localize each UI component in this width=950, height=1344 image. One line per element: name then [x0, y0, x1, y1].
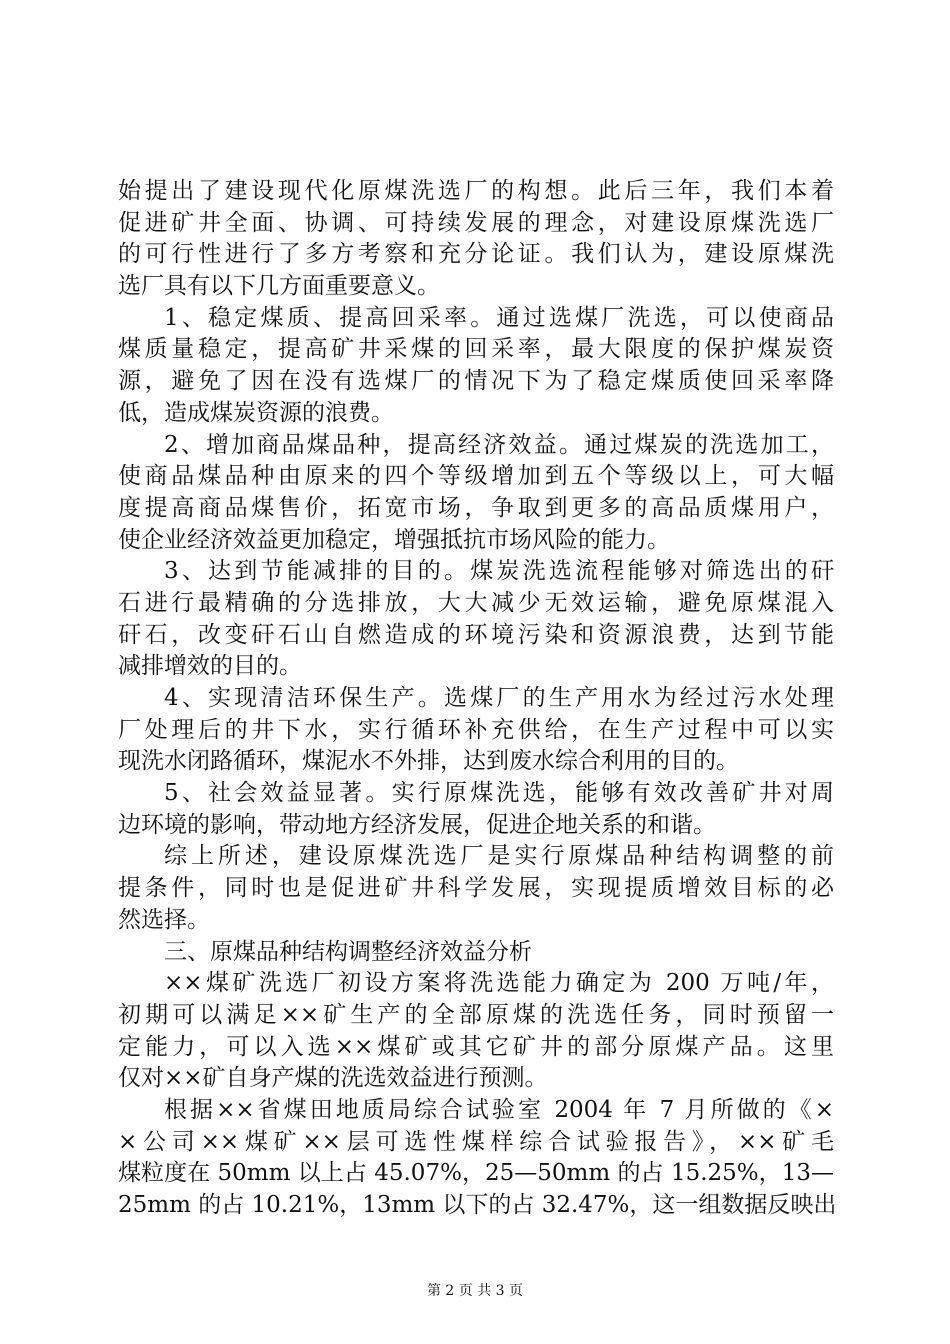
text-line: 度提高商品煤售价，拓宽市场，争取到更多的高品质煤用户， — [118, 494, 834, 521]
body-text — [118, 176, 837, 1222]
text-line: 然选择。 — [118, 906, 210, 933]
text-line: 1、稳定煤质、提高回采率。通过选煤厂洗选，可以使商品 — [164, 304, 834, 331]
text-line: 初期可以满足××矿生产的全部原煤的洗选任务，同时预留一 — [118, 1001, 834, 1028]
text-line: 促进矿井全面、协调、可持续发展的理念，对建设原煤洗选厂 — [118, 209, 834, 236]
text-line: 提条件，同时也是促进矿井科学发展，实现提质增效目标的必 — [118, 875, 834, 902]
text-line: 4、实现清洁环保生产。选煤厂的生产用水为经过污水处理 — [164, 685, 834, 711]
text-line: 2、增加商品煤品种，提高经济效益。通过煤炭的洗选加工， — [164, 431, 834, 458]
text-line: 现洗水闭路循环，煤泥水不外排，达到废水综合利用的目的。 — [118, 748, 739, 775]
text-line: 矸石，改变矸石山自燃造成的环境污染和资源浪费，达到节能 — [118, 621, 834, 648]
text-line: 选厂具有以下几方面重要意义。 — [118, 273, 440, 300]
page-footer: 第 2 页 共 3 页 — [426, 1283, 524, 1299]
text-line: 厂处理后的井下水，实行循环补充供给，在生产过程中可以实 — [118, 716, 834, 743]
text-line: 使商品煤品种由原来的四个等级增加到五个等级以上，可大幅 — [118, 463, 834, 490]
text-line: 25mm 的占 10.21%，13mm 以下的占 32.47%，这一组数据反映出 — [118, 1192, 837, 1218]
text-line: 的可行性进行了多方考察和充分论证。我们认为，建设原煤洗 — [118, 241, 834, 268]
text-line: 5、社会效益显著。实行原煤洗选，能够有效改善矿井对周 — [164, 780, 834, 807]
text-line: 综上所述，建设原煤洗选厂是实行原煤品种结构调整的前 — [164, 843, 834, 870]
text-line: 低，造成煤炭资源的浪费。 — [118, 399, 394, 426]
text-line: 减排增效的目的。 — [118, 653, 302, 680]
text-line: 煤粒度在 50mm 以上占 45.07%，25—50mm 的占 15.25%，13— — [118, 1160, 834, 1187]
text-line: 定能力，可以入选××煤矿或其它矿井的部分原煤产品。这里 — [118, 1033, 834, 1060]
text-line: 根据××省煤田地质局综合试验室 2004 年 7 月所做的《× — [164, 1096, 834, 1123]
text-line: ××煤矿洗选厂初设方案将洗选能力确定为 200 万吨/年， — [164, 970, 834, 997]
text-line: 三、原煤品种结构调整经济效益分析 — [164, 938, 532, 965]
text-line: 3、达到节能减排的目的。煤炭洗选流程能够对筛选出的矸 — [164, 558, 834, 585]
text-line: 源，避免了因在没有选煤厂的情况下为了稳定煤质使回采率降 — [118, 368, 834, 395]
text-line: 石进行最精确的分选排放，大大减少无效运输，避免原煤混入 — [118, 589, 834, 616]
text-line: 始提出了建设现代化原煤洗选厂的构想。此后三年，我们本着 — [118, 178, 834, 204]
text-line: ×公司××煤矿××层可选性煤样综合试验报告》，××矿毛 — [118, 1128, 834, 1155]
text-line: 煤质量稳定，提高矿井采煤的回采率，最大限度的保护煤炭资 — [118, 336, 834, 363]
text-line: 边环境的影响，带动地方经济发展，促进企地关系的和谐。 — [118, 811, 716, 838]
text-line: 使企业经济效益更加稳定，增强抵抗市场风险的能力。 — [118, 526, 670, 553]
text-line: 仅对××矿自身产煤的洗选效益进行预测。 — [118, 1065, 548, 1092]
